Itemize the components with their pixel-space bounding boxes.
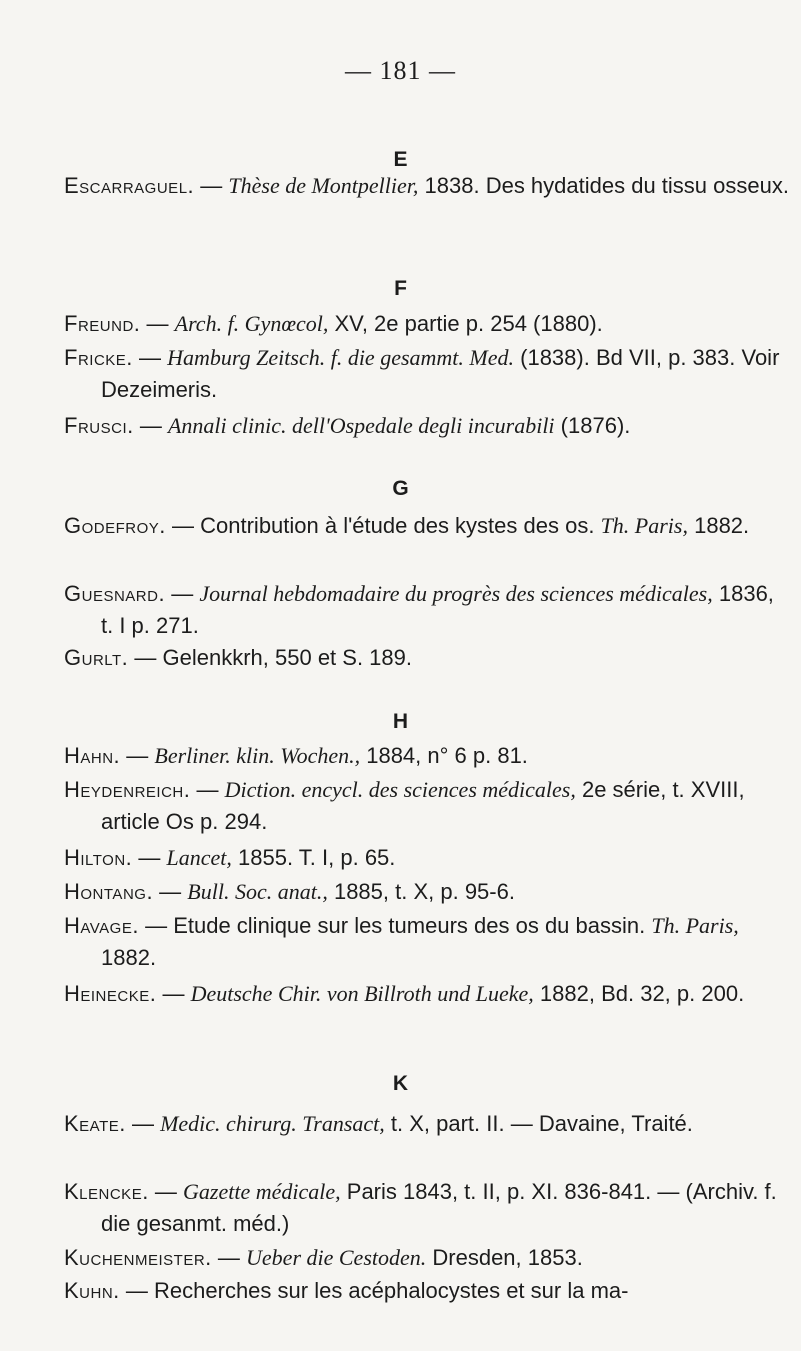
entry-separator: — xyxy=(156,981,191,1006)
entry-author: Klencke. xyxy=(64,1179,149,1204)
bibliography-entry xyxy=(64,1176,791,1240)
entry-author: Kuhn. xyxy=(64,1278,120,1303)
bibliography-entry xyxy=(64,578,791,642)
entry-details: (1838). Bd VII, p. 383. Voir Dezeimeris. xyxy=(101,345,780,402)
entry-journal: Bull. Soc. anat., xyxy=(187,879,328,904)
entry-details: 1836, t. I p. 271. xyxy=(101,581,774,638)
entry-author: Hahn. xyxy=(64,743,121,768)
entry-journal: Ueber die Cestoden. xyxy=(246,1245,427,1270)
entry-separator: — Recherches sur les acéphalocystes et sur la ma- xyxy=(119,1278,629,1303)
bibliography-entry xyxy=(64,1108,791,1140)
bibliography-entry xyxy=(64,308,791,340)
section-letter-f: F xyxy=(394,277,407,300)
entry-author: Guesnard. xyxy=(64,581,166,606)
entry-separator: — xyxy=(190,777,225,802)
entry-author: Kuchenmeister. xyxy=(64,1245,212,1270)
bibliography-entry xyxy=(64,910,791,974)
section-letter-k: K xyxy=(392,1072,409,1095)
page-number: — 181 — xyxy=(345,56,456,85)
bibliography-entry xyxy=(64,410,791,442)
entry-author: Escarraguel. xyxy=(64,173,195,198)
entry-separator: — xyxy=(153,879,188,904)
entry-journal: Deutsche Chir. von Billroth und Lueke, xyxy=(190,981,534,1006)
bibliography-entry xyxy=(64,842,791,874)
bibliography-entry xyxy=(64,1242,791,1274)
bibliography-entry xyxy=(64,876,791,908)
section-letter-e: E xyxy=(393,148,408,171)
entry-author: Frusci. xyxy=(64,413,134,438)
entry-journal: Hamburg Zeitsch. f. die gesammt. Med. xyxy=(167,345,515,370)
entry-separator: — xyxy=(128,645,163,670)
entry-author: Fricke. xyxy=(64,345,133,370)
entry-details: Gelenkkrh, 550 et S. 189. xyxy=(162,645,413,670)
entry-journal: Lancet, xyxy=(166,845,232,870)
entry-details: 1882. xyxy=(687,513,750,538)
entry-journal: Thèse de Montpellier, xyxy=(228,173,419,198)
entry-author: Godefroy. xyxy=(64,513,166,538)
entry-details: t. X, part. II. — Davaine, Traité. xyxy=(384,1111,693,1136)
entry-journal: Arch. f. Gynœcol, xyxy=(174,311,329,336)
entry-author: Hontang. xyxy=(64,879,154,904)
bibliography-entry xyxy=(64,774,791,838)
entry-details: (1876). xyxy=(554,413,631,438)
bibliography-entry xyxy=(64,510,791,542)
entry-separator: — xyxy=(148,1179,184,1204)
entry-details: XV, 2e partie p. 254 (1880). xyxy=(328,311,603,336)
entry-journal: Annali clinic. dell'Ospedale degli incurabili xyxy=(167,413,555,438)
entry-author: Gurlt. xyxy=(64,645,129,670)
entry-separator: — xyxy=(211,1245,247,1270)
bibliography-entry xyxy=(64,740,791,772)
entry-details: 1882, Bd. 32, p. 200. xyxy=(533,981,745,1006)
entry-details: 1884, n° 6 p. 81. xyxy=(360,743,528,768)
entry-author: Hilton. xyxy=(64,845,133,870)
entry-separator: — Etude clinique sur les tumeurs des os du bassin. xyxy=(138,913,652,938)
entry-author: Havage. xyxy=(64,913,139,938)
entry-journal: Th. Paris, xyxy=(600,513,688,538)
bibliography-entry xyxy=(64,642,791,674)
entry-separator: — Contribution à l'étude des kystes des os. xyxy=(165,513,601,538)
entry-journal: Th. Paris, xyxy=(651,913,739,938)
section-letter-g: G xyxy=(392,477,409,500)
bibliography-entry xyxy=(64,342,791,406)
entry-details: 1838. Des hydatides du tissu osseux. xyxy=(418,173,789,198)
entry-author: Freund. xyxy=(64,311,141,336)
entry-details: 1855. T. I, p. 65. xyxy=(231,845,396,870)
entry-separator: — xyxy=(133,413,168,438)
entry-separator: — xyxy=(132,345,168,370)
entry-journal: Journal hebdomadaire du progrès des sciences médicales, xyxy=(199,581,713,606)
entry-separator: — xyxy=(132,845,167,870)
entry-journal: Berliner. klin. Wochen., xyxy=(154,743,361,768)
entry-separator: — xyxy=(165,581,200,606)
entry-details: 1885, t. X, p. 95-6. xyxy=(327,879,515,904)
entry-separator: — xyxy=(140,311,175,336)
entry-details: Dresden, 1853. xyxy=(426,1245,583,1270)
entry-details: Paris 1843, t. II, p. XI. 836-841. — (Archiv. f. die gesanmt. méd.) xyxy=(101,1179,777,1236)
entry-author: Heydenreich. xyxy=(64,777,191,802)
entry-separator: — xyxy=(120,743,155,768)
entry-details: 1882. xyxy=(101,945,157,970)
entry-journal: Medic. chirurg. Transact, xyxy=(160,1111,385,1136)
entry-details: 2e série, t. XVIII, article Os p. 294. xyxy=(101,777,745,834)
section-letter-h: H xyxy=(392,710,409,733)
bibliography-entry xyxy=(64,170,791,202)
entry-journal: Diction. encycl. des sciences médicales, xyxy=(224,777,576,802)
entry-separator: — xyxy=(125,1111,161,1136)
bibliography-entry xyxy=(64,978,791,1010)
entry-separator: — xyxy=(194,173,229,198)
entry-author: Heinecke. xyxy=(64,981,157,1006)
bibliography-entry xyxy=(64,1275,791,1307)
entry-author: Keate. xyxy=(64,1111,126,1136)
entry-journal: Gazette médicale, xyxy=(183,1179,341,1204)
